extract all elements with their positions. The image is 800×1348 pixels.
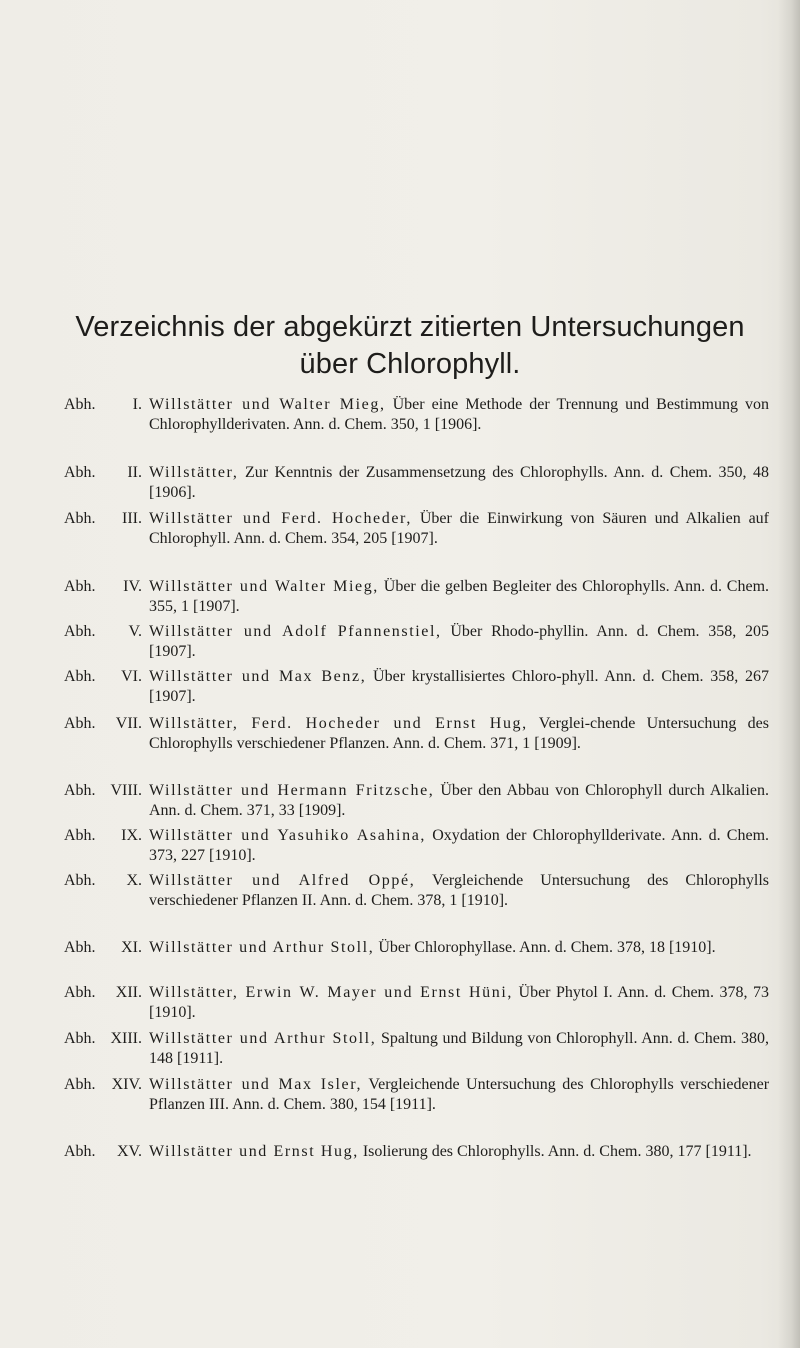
reference-entry: [64, 1142, 774, 1162]
reference-entry: [64, 622, 774, 662]
reference-entry: [64, 781, 774, 821]
reference-entry: [64, 1029, 774, 1069]
entry-citation: Verglei-chende Untersuchung des Chlorophylls verschiedener Pflanzen. Ann. d. Chem. 371, 1 [1909].: [149, 715, 769, 753]
entry-text: [149, 395, 769, 435]
entry-citation: Zur Kenntnis der Zusammensetzung des Chlorophylls. Ann. d. Chem. 350, 48 [1906].: [149, 464, 769, 502]
entry-authors: Willstätter und Adolf Pfannenstiel,: [149, 623, 442, 640]
entry-text: [149, 781, 769, 821]
entry-abh-label: Abh.: [64, 715, 96, 732]
page-subtitle: über Chlorophyll.: [299, 348, 521, 380]
entry-citation: Vergleichende Untersuchung des Chlorophylls verschiedener Pflanzen III. Ann. d. Chem. 380, 154 [1911].: [149, 1076, 770, 1114]
entry-citation: Spaltung und Bildung von Chlorophyll. Ann. d. Chem. 380, 148 [1911].: [149, 1030, 769, 1068]
entry-text: [149, 871, 769, 911]
entry-authors: Willstätter und Ferd. Hocheder,: [149, 510, 412, 527]
entry-roman-numeral: VII.: [115, 715, 142, 732]
entry-citation: Über krystallisiertes Chloro-phyll. Ann. d. Chem. 358, 267 [1907].: [149, 668, 770, 706]
entry-roman-numeral: II.: [127, 464, 142, 481]
entry-text: [149, 938, 769, 958]
entry-abh-label: Abh.: [64, 668, 96, 685]
entry-citation: Oxydation der Chlorophyllderivate. Ann. d. Chem. 373, 227 [1910].: [149, 827, 770, 865]
reference-entry: [64, 463, 774, 503]
reference-entry: [64, 938, 774, 958]
entry-roman-numeral: XV.: [116, 1143, 142, 1160]
entry-roman-numeral: XIII.: [110, 1030, 142, 1047]
entry-authors: Willstätter,: [149, 464, 239, 481]
entry-roman-numeral: X.: [126, 872, 142, 889]
entry-citation: Über Rhodo-phyllin. Ann. d. Chem. 358, 205 [1907].: [149, 623, 769, 661]
entry-roman-numeral: XIV.: [111, 1076, 142, 1093]
entry-text: [149, 714, 769, 754]
entry-text: [149, 826, 769, 866]
entry-text: [149, 1029, 769, 1069]
entry-roman-numeral: I.: [132, 396, 142, 413]
entry-roman-numeral: VI.: [121, 668, 142, 685]
reference-entry: [64, 1075, 774, 1115]
entry-roman-numeral: XI.: [121, 939, 142, 956]
entry-text: [149, 577, 769, 617]
entry-abh-label: Abh.: [64, 782, 96, 799]
reference-entry: [64, 509, 774, 549]
entry-roman-numeral: IV.: [123, 578, 142, 595]
entry-text: [149, 463, 769, 503]
reference-entry: [64, 714, 774, 754]
reference-entry: [64, 395, 774, 435]
entry-abh-label: Abh.: [64, 464, 96, 481]
entry-abh-label: Abh.: [64, 1076, 96, 1093]
entry-text: [149, 622, 769, 662]
entry-abh-label: Abh.: [64, 510, 96, 527]
page-title: Verzeichnis der abgekürzt zitierten Untersuchungen: [75, 311, 745, 343]
entry-citation: Isolierung des Chlorophylls. Ann. d. Chem. 380, 177 [1911].: [362, 1143, 752, 1160]
entry-citation: Über die Einwirkung von Säuren und Alkalien auf Chlorophyll. Ann. d. Chem. 354, 205 [1907].: [149, 510, 770, 548]
entry-text: [149, 667, 769, 707]
entry-citation: Über Phytol I. Ann. d. Chem. 378, 73 [1910].: [149, 984, 769, 1022]
entry-text: [149, 1075, 769, 1115]
entry-authors: Willstätter und Alfred Oppé,: [149, 872, 416, 889]
entry-authors: Willstätter, Erwin W. Mayer und Ernst Hüni,: [149, 984, 514, 1001]
entry-roman-numeral: III.: [122, 510, 142, 527]
entry-roman-numeral: XII.: [115, 984, 142, 1001]
reference-entry: [64, 577, 774, 617]
entry-citation: Vergleichende Untersuchung des Chlorophylls verschiedener Pflanzen II. Ann. d. Chem. 378, 1 [1910].: [149, 872, 769, 910]
entry-authors: Willstätter und Walter Mieg,: [149, 396, 386, 413]
entry-authors: Willstätter und Max Benz,: [149, 668, 367, 685]
entry-authors: Willstätter, Ferd. Hocheder und Ernst Hug,: [149, 715, 528, 732]
entry-citation: Über Chlorophyllase. Ann. d. Chem. 378, 18 [1910].: [378, 939, 716, 956]
entry-text: [149, 509, 769, 549]
entry-abh-label: Abh.: [64, 1030, 96, 1047]
entry-authors: Willstätter und Arthur Stoll,: [149, 1030, 377, 1047]
entry-abh-label: Abh.: [64, 1143, 96, 1160]
entry-abh-label: Abh.: [64, 984, 96, 1001]
entry-authors: Willstätter und Yasuhiko Asahina,: [149, 827, 427, 844]
entry-abh-label: Abh.: [64, 939, 96, 956]
reference-entry: [64, 826, 774, 866]
entry-roman-numeral: V.: [128, 623, 142, 640]
entry-roman-numeral: IX.: [121, 827, 142, 844]
entry-roman-numeral: VIII.: [110, 782, 142, 799]
entry-abh-label: Abh.: [64, 396, 96, 413]
entry-abh-label: Abh.: [64, 827, 96, 844]
reference-entry: [64, 871, 774, 911]
entry-abh-label: Abh.: [64, 623, 96, 640]
entry-citation: Über eine Methode der Trennung und Bestimmung von Chlorophyllderivaten. Ann. d. Chem. 350, 1 [1906].: [149, 396, 769, 434]
reference-entry: [64, 667, 774, 707]
entry-abh-label: Abh.: [64, 872, 96, 889]
entry-abh-label: Abh.: [64, 578, 96, 595]
entry-citation: Über den Abbau von Chlorophyll durch Alkalien. Ann. d. Chem. 371, 33 [1909].: [149, 782, 769, 820]
page-edge-shadow: [778, 0, 800, 1348]
entry-text: [149, 983, 769, 1023]
entry-authors: Willstätter und Ernst Hug,: [149, 1143, 359, 1160]
entry-authors: Willstätter und Walter Mieg,: [149, 578, 379, 595]
entry-authors: Willstätter und Arthur Stoll,: [149, 939, 375, 956]
entry-text: [149, 1142, 769, 1162]
entry-authors: Willstätter und Hermann Fritzsche,: [149, 782, 435, 799]
reference-entry: [64, 983, 774, 1023]
entry-authors: Willstätter und Max Isler,: [149, 1076, 363, 1093]
entry-citation: Über die gelben Begleiter des Chlorophylls. Ann. d. Chem. 355, 1 [1907].: [149, 578, 770, 616]
